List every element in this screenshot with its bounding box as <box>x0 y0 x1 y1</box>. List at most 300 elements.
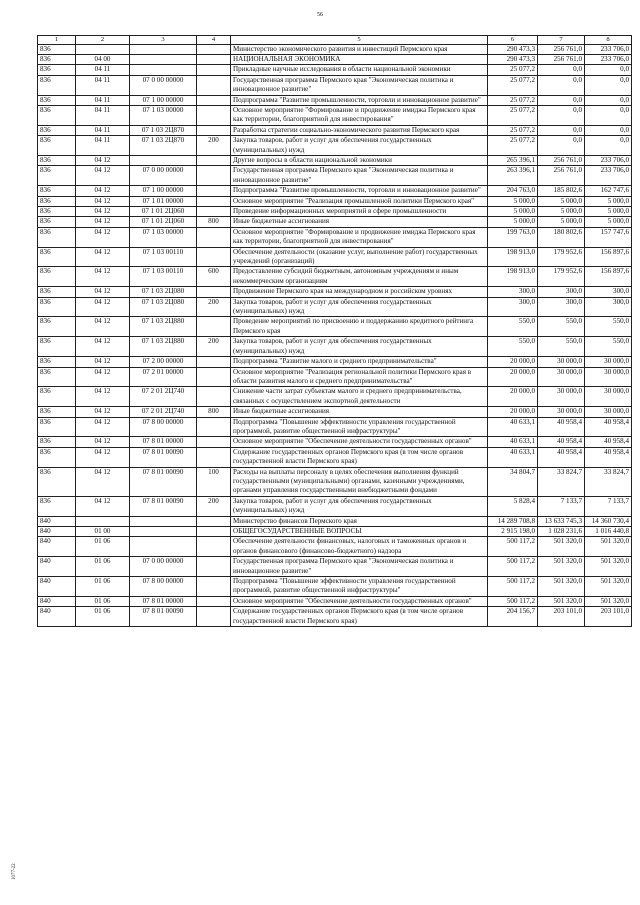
section-code: 04 12 <box>76 227 130 247</box>
amount-col6: 550,0 <box>488 337 538 357</box>
amount-col6: 34 804,7 <box>488 467 538 496</box>
expense-type-code <box>197 75 231 95</box>
table-row <box>38 337 632 357</box>
column-header-row <box>38 36 632 45</box>
amount-col8: 33 824,7 <box>585 467 632 496</box>
table-row <box>38 196 632 206</box>
item-name: Основное мероприятие "Реализация промышленной политики Пермского края" <box>231 196 488 206</box>
amount-col7: 501 320,0 <box>538 596 585 606</box>
expense-type-code <box>197 227 231 247</box>
amount-col8: 0,0 <box>585 75 632 95</box>
amount-col7: 1 028 231,6 <box>538 527 585 537</box>
amount-col8: 300,0 <box>585 297 632 317</box>
section-code: 04 12 <box>76 155 130 165</box>
target-article-code: 07 0 00 00000 <box>130 557 197 577</box>
item-name: НАЦИОНАЛЬНАЯ ЭКОНОМИКА <box>231 54 488 64</box>
item-name: Другие вопросы в области национальной экономики <box>231 155 488 165</box>
table-row <box>38 537 632 557</box>
amount-col6: 300,0 <box>488 297 538 317</box>
expense-type-code <box>197 527 231 537</box>
expense-type-code <box>197 417 231 437</box>
item-name: ОБЩЕГОСУДАРСТВЕННЫЕ ВОПРОСЫ <box>231 527 488 537</box>
amount-col8: 233 706,0 <box>585 54 632 64</box>
section-code: 04 11 <box>76 105 130 125</box>
amount-col8: 300,0 <box>585 287 632 297</box>
amount-col8: 501 320,0 <box>585 537 632 557</box>
amount-col8: 162 747,6 <box>585 186 632 196</box>
section-code: 04 12 <box>76 317 130 337</box>
department-code: 836 <box>38 227 76 247</box>
section-code: 04 11 <box>76 136 130 156</box>
department-code: 836 <box>38 95 76 105</box>
department-code: 836 <box>38 407 76 417</box>
table-row <box>38 136 632 156</box>
target-article-code: 07 8 01 00090 <box>130 447 197 467</box>
target-article-code <box>130 54 197 64</box>
section-code <box>76 44 130 54</box>
section-code: 04 12 <box>76 447 130 467</box>
amount-col7: 0,0 <box>538 65 585 75</box>
item-name: Закупка товаров, работ и услуг для обеспечения государственных (муниципальных) нужд <box>231 337 488 357</box>
amount-col6: 5 000,0 <box>488 207 538 217</box>
expense-type-code <box>197 437 231 447</box>
item-name: Министерство экономического развития и инвестиций Пермского края <box>231 44 488 54</box>
amount-col6: 199 763,0 <box>488 227 538 247</box>
amount-col7: 501 320,0 <box>538 577 585 597</box>
expense-type-code <box>197 207 231 217</box>
amount-col8: 30 000,0 <box>585 357 632 367</box>
table-body <box>38 36 632 627</box>
amount-col8: 40 958,4 <box>585 437 632 447</box>
department-code: 836 <box>38 105 76 125</box>
amount-col7: 185 802,6 <box>538 186 585 196</box>
department-code: 836 <box>38 367 76 387</box>
amount-col6: 550,0 <box>488 317 538 337</box>
department-code: 836 <box>38 337 76 357</box>
amount-col8: 203 101,0 <box>585 607 632 627</box>
amount-col8: 30 000,0 <box>585 407 632 417</box>
amount-col8: 0,0 <box>585 65 632 75</box>
section-code: 04 12 <box>76 357 130 367</box>
expense-type-code: 800 <box>197 407 231 417</box>
table-row <box>38 527 632 537</box>
amount-col6: 20 000,0 <box>488 387 538 407</box>
item-name: Проведение информационных мероприятий в сфере промышленности <box>231 207 488 217</box>
amount-col6: 500 117,2 <box>488 577 538 597</box>
expense-type-code <box>197 155 231 165</box>
table-row <box>38 577 632 597</box>
expense-type-code <box>197 607 231 627</box>
amount-col6: 25 077,2 <box>488 125 538 135</box>
amount-col8: 14 360 730,4 <box>585 516 632 526</box>
column-header: 8 <box>585 36 632 45</box>
table-row <box>38 367 632 387</box>
department-code: 836 <box>38 207 76 217</box>
table-row <box>38 467 632 496</box>
table-row <box>38 155 632 165</box>
amount-col7: 30 000,0 <box>538 407 585 417</box>
item-name: Подпрограмма "Повышение эффективности управления государственной программой, развитие общественной инфраструктуры" <box>231 417 488 437</box>
table-row <box>38 607 632 627</box>
department-code: 836 <box>38 437 76 447</box>
item-name: Основное мероприятие "Формирование и продвижение имиджа Пермского края как территории, благоприятной для инвестирования" <box>231 105 488 125</box>
target-article-code <box>130 537 197 557</box>
expense-type-code <box>197 287 231 297</box>
department-code: 836 <box>38 44 76 54</box>
page-number: 56 <box>317 12 323 18</box>
section-code: 01 00 <box>76 527 130 537</box>
amount-col8: 233 706,0 <box>585 44 632 54</box>
section-code: 01 06 <box>76 557 130 577</box>
amount-col8: 501 320,0 <box>585 596 632 606</box>
section-code: 01 06 <box>76 577 130 597</box>
department-code: 840 <box>38 596 76 606</box>
target-article-code: 07 8 01 00090 <box>130 607 197 627</box>
section-code: 04 12 <box>76 496 130 516</box>
target-article-code: 07 8 00 00000 <box>130 577 197 597</box>
amount-col6: 263 396,1 <box>488 166 538 186</box>
column-header: 5 <box>231 36 488 45</box>
target-article-code: 07 1 01 2Ц060 <box>130 207 197 217</box>
table-row <box>38 516 632 526</box>
amount-col7: 203 101,0 <box>538 607 585 627</box>
item-name: Подпрограмма "Повышение эффективности управления государственной программой, развитие общественной инфраструктуры" <box>231 577 488 597</box>
amount-col6: 198 913,0 <box>488 247 538 267</box>
table-row <box>38 54 632 64</box>
department-code: 836 <box>38 447 76 467</box>
amount-col8: 501 320,0 <box>585 557 632 577</box>
amount-col7: 300,0 <box>538 287 585 297</box>
target-article-code <box>130 516 197 526</box>
amount-col8: 5 000,0 <box>585 217 632 227</box>
table-row <box>38 387 632 407</box>
amount-col7: 256 761,0 <box>538 155 585 165</box>
section-code: 04 12 <box>76 247 130 267</box>
column-header: 7 <box>538 36 585 45</box>
item-name: Прикладные научные исследования в области национальной экономики <box>231 65 488 75</box>
amount-col8: 40 958,4 <box>585 417 632 437</box>
target-article-code: 07 0 00 00000 <box>130 75 197 95</box>
expense-type-code <box>197 65 231 75</box>
amount-col8: 0,0 <box>585 95 632 105</box>
amount-col7: 30 000,0 <box>538 367 585 387</box>
amount-col6: 300,0 <box>488 287 538 297</box>
amount-col8: 7 133,7 <box>585 496 632 516</box>
column-header: 2 <box>76 36 130 45</box>
section-code: 04 11 <box>76 75 130 95</box>
amount-col6: 14 289 708,8 <box>488 516 538 526</box>
amount-col7: 30 000,0 <box>538 387 585 407</box>
section-code: 04 11 <box>76 65 130 75</box>
target-article-code: 07 1 03 2Ц870 <box>130 125 197 135</box>
section-code: 04 11 <box>76 125 130 135</box>
table-row <box>38 596 632 606</box>
target-article-code: 07 1 00 00000 <box>130 95 197 105</box>
target-article-code: 07 1 03 00110 <box>130 247 197 267</box>
section-code: 01 06 <box>76 607 130 627</box>
column-header: 1 <box>38 36 76 45</box>
item-name: Расходы на выплаты персоналу в целях обеспечения выполнения функций государственными (муниципальными) органами, казенными учреждениями, органами управления государственными внебюджетными фондами <box>231 467 488 496</box>
section-code: 04 00 <box>76 54 130 64</box>
target-article-code <box>130 44 197 54</box>
amount-col7: 0,0 <box>538 136 585 156</box>
item-name: Снижение части затрат субъектам малого и среднего предпринимательства, связанных с осуществлением экспортной деятельности <box>231 387 488 407</box>
department-code: 836 <box>38 65 76 75</box>
amount-col6: 40 633,1 <box>488 447 538 467</box>
table-row <box>38 496 632 516</box>
expense-type-code <box>197 357 231 367</box>
amount-col7: 40 958,4 <box>538 417 585 437</box>
item-name: Предоставление субсидий бюджетным, автономным учреждениям и иным некоммерческим организациям <box>231 267 488 287</box>
amount-col8: 156 897,6 <box>585 247 632 267</box>
item-name: Государственная программа Пермского края "Экономическая политика и инновационное развитие" <box>231 75 488 95</box>
amount-col6: 20 000,0 <box>488 407 538 417</box>
amount-col6: 290 473,3 <box>488 54 538 64</box>
amount-col6: 204 156,7 <box>488 607 538 627</box>
target-article-code: 07 1 03 2Ц080 <box>130 297 197 317</box>
department-code: 836 <box>38 196 76 206</box>
item-name: Закупка товаров, работ и услуг для обеспечения государственных (муниципальных) нужд <box>231 496 488 516</box>
section-code: 04 12 <box>76 387 130 407</box>
amount-col7: 501 320,0 <box>538 557 585 577</box>
amount-col6: 500 117,2 <box>488 537 538 557</box>
amount-col6: 5 000,0 <box>488 217 538 227</box>
amount-col8: 156 897,6 <box>585 267 632 287</box>
column-header: 4 <box>197 36 231 45</box>
amount-col8: 550,0 <box>585 337 632 357</box>
department-code: 836 <box>38 125 76 135</box>
amount-col8: 40 958,4 <box>585 447 632 467</box>
amount-col6: 198 913,0 <box>488 267 538 287</box>
item-name: Подпрограмма "Развитие промышленности, торговли и инновационное развитие" <box>231 186 488 196</box>
amount-col7: 5 000,0 <box>538 207 585 217</box>
table-row <box>38 65 632 75</box>
amount-col7: 7 133,7 <box>538 496 585 516</box>
item-name: Основное мероприятие "Обеспечение деятельности государственных органов" <box>231 596 488 606</box>
section-code: 04 12 <box>76 297 130 317</box>
item-name: Основное мероприятие "Формирование и продвижение имиджа Пермского края как территории, благоприятной для инвестирования" <box>231 227 488 247</box>
item-name: Обеспечение деятельности финансовых, налоговых и таможенных органов и органов финансового (финансово-бюджетного) надзора <box>231 537 488 557</box>
target-article-code: 07 2 01 2Ц740 <box>130 387 197 407</box>
amount-col7: 33 824,7 <box>538 467 585 496</box>
department-code: 836 <box>38 317 76 337</box>
department-code: 836 <box>38 186 76 196</box>
expense-type-code: 200 <box>197 297 231 317</box>
table-row <box>38 166 632 186</box>
amount-col6: 20 000,0 <box>488 357 538 367</box>
amount-col7: 550,0 <box>538 317 585 337</box>
amount-col6: 500 117,2 <box>488 557 538 577</box>
amount-col7: 180 802,6 <box>538 227 585 247</box>
amount-col8: 0,0 <box>585 125 632 135</box>
amount-col8: 30 000,0 <box>585 387 632 407</box>
item-name: Содержание государственных органов Пермского края (в том числе органов государственной власти Пермского края) <box>231 447 488 467</box>
table-row <box>38 447 632 467</box>
department-code: 840 <box>38 537 76 557</box>
section-code: 04 12 <box>76 337 130 357</box>
table-row <box>38 297 632 317</box>
expense-type-code <box>197 125 231 135</box>
amount-col7: 179 952,6 <box>538 247 585 267</box>
target-article-code: 07 8 01 00000 <box>130 437 197 447</box>
section-code: 04 11 <box>76 95 130 105</box>
section-code: 04 12 <box>76 417 130 437</box>
item-name: Государственная программа Пермского края "Экономическая политика и инновационное развитие" <box>231 557 488 577</box>
target-article-code: 07 2 00 00000 <box>130 357 197 367</box>
table-row <box>38 317 632 337</box>
expense-type-code <box>197 516 231 526</box>
table-row <box>38 557 632 577</box>
expense-type-code <box>197 557 231 577</box>
amount-col6: 5 828,4 <box>488 496 538 516</box>
table-row <box>38 267 632 287</box>
department-code: 836 <box>38 217 76 227</box>
expense-type-code <box>197 166 231 186</box>
amount-col7: 550,0 <box>538 337 585 357</box>
item-name: Продвижение Пермского края на международном и российском уровнях <box>231 287 488 297</box>
department-code: 840 <box>38 577 76 597</box>
expense-type-code <box>197 95 231 105</box>
amount-col7: 256 761,0 <box>538 166 585 186</box>
amount-col7: 30 000,0 <box>538 357 585 367</box>
amount-col6: 40 633,1 <box>488 437 538 447</box>
item-name: Основное мероприятие "Обеспечение деятельности государственных органов" <box>231 437 488 447</box>
amount-col8: 233 706,0 <box>585 166 632 186</box>
department-code: 836 <box>38 166 76 186</box>
target-article-code: 07 8 01 00090 <box>130 496 197 516</box>
target-article-code: 07 1 01 00000 <box>130 196 197 206</box>
department-code: 840 <box>38 527 76 537</box>
department-code: 836 <box>38 287 76 297</box>
table-row <box>38 186 632 196</box>
department-code: 836 <box>38 267 76 287</box>
amount-col7: 5 000,0 <box>538 217 585 227</box>
amount-col8: 157 747,6 <box>585 227 632 247</box>
item-name: Иные бюджетные ассигнования <box>231 407 488 417</box>
target-article-code: 07 1 03 00110 <box>130 267 197 287</box>
target-article-code <box>130 155 197 165</box>
amount-col8: 1 016 440,8 <box>585 527 632 537</box>
department-code: 836 <box>38 417 76 437</box>
section-code: 04 12 <box>76 407 130 417</box>
amount-col6: 5 000,0 <box>488 196 538 206</box>
department-code: 836 <box>38 297 76 317</box>
department-code: 836 <box>38 467 76 496</box>
item-name: Проведение мероприятий по присвоению и поддержанию кредитного рейтинга Пермского края <box>231 317 488 337</box>
amount-col7: 256 761,0 <box>538 44 585 54</box>
section-code <box>76 516 130 526</box>
amount-col7: 0,0 <box>538 75 585 95</box>
department-code: 836 <box>38 496 76 516</box>
amount-col8: 0,0 <box>585 105 632 125</box>
target-article-code: 07 2 01 2Ц740 <box>130 407 197 417</box>
table-row <box>38 357 632 367</box>
target-article-code: 07 8 01 00090 <box>130 467 197 496</box>
amount-col6: 25 077,2 <box>488 75 538 95</box>
column-header: 6 <box>488 36 538 45</box>
department-code: 836 <box>38 387 76 407</box>
section-code: 04 12 <box>76 367 130 387</box>
expense-type-code <box>197 186 231 196</box>
section-code: 01 06 <box>76 537 130 557</box>
expense-type-code <box>197 387 231 407</box>
expense-type-code <box>197 577 231 597</box>
expense-type-code <box>197 596 231 606</box>
item-name: Иные бюджетные ассигнования <box>231 217 488 227</box>
table-row <box>38 125 632 135</box>
table-row <box>38 417 632 437</box>
expense-type-code: 600 <box>197 267 231 287</box>
target-article-code: 07 8 00 00000 <box>130 417 197 437</box>
footer-code: 1077-22 <box>12 863 17 880</box>
item-name: Обеспечение деятельности (оказание услуг, выполнение работ) государственных учреждений (организаций) <box>231 247 488 267</box>
section-code: 04 12 <box>76 207 130 217</box>
item-name: Закупка товаров, работ и услуг для обеспечения государственных (муниципальных) нужд <box>231 136 488 156</box>
target-article-code <box>130 527 197 537</box>
department-code: 836 <box>38 155 76 165</box>
amount-col8: 30 000,0 <box>585 367 632 387</box>
expense-type-code <box>197 44 231 54</box>
amount-col7: 300,0 <box>538 297 585 317</box>
table-row <box>38 75 632 95</box>
target-article-code: 07 1 00 00000 <box>130 186 197 196</box>
section-code: 01 06 <box>76 596 130 606</box>
amount-col7: 13 633 745,3 <box>538 516 585 526</box>
table-row <box>38 407 632 417</box>
amount-col6: 25 077,2 <box>488 65 538 75</box>
amount-col6: 40 633,1 <box>488 417 538 437</box>
expense-type-code <box>197 317 231 337</box>
amount-col7: 501 320,0 <box>538 537 585 557</box>
target-article-code: 07 0 00 00000 <box>130 166 197 186</box>
target-article-code: 07 1 03 00000 <box>130 105 197 125</box>
department-code: 836 <box>38 357 76 367</box>
section-code: 04 12 <box>76 217 130 227</box>
amount-col7: 0,0 <box>538 105 585 125</box>
target-article-code: 07 8 01 00000 <box>130 596 197 606</box>
table-row <box>38 437 632 447</box>
amount-col6: 290 473,3 <box>488 44 538 54</box>
table-row <box>38 227 632 247</box>
department-code: 840 <box>38 516 76 526</box>
amount-col6: 500 117,2 <box>488 596 538 606</box>
amount-col6: 25 077,2 <box>488 105 538 125</box>
section-code: 04 12 <box>76 467 130 496</box>
amount-col7: 40 958,4 <box>538 437 585 447</box>
expense-type-code <box>197 105 231 125</box>
table-row <box>38 247 632 267</box>
amount-col7: 40 958,4 <box>538 447 585 467</box>
target-article-code: 07 1 03 2Ц880 <box>130 317 197 337</box>
item-name: Основное мероприятие "Реализация региональной политики Пермского края в области развития малого и среднего предпринимательства" <box>231 367 488 387</box>
expense-type-code <box>197 54 231 64</box>
expense-type-code <box>197 196 231 206</box>
section-code: 04 12 <box>76 437 130 447</box>
target-article-code: 07 2 01 00000 <box>130 367 197 387</box>
amount-col8: 501 320,0 <box>585 577 632 597</box>
table-row <box>38 95 632 105</box>
table-row <box>38 217 632 227</box>
expense-type-code <box>197 537 231 557</box>
item-name: Подпрограмма "Развитие промышленности, торговли и инновационное развитие" <box>231 95 488 105</box>
item-name: Содержание государственных органов Пермского края (в том числе органов государственной власти Пермского края) <box>231 607 488 627</box>
department-code: 836 <box>38 136 76 156</box>
section-code: 04 12 <box>76 196 130 206</box>
section-code: 04 12 <box>76 267 130 287</box>
item-name: Подпрограмма "Развитие малого и среднего предпринимательства" <box>231 357 488 367</box>
table-row <box>38 44 632 54</box>
amount-col7: 0,0 <box>538 95 585 105</box>
